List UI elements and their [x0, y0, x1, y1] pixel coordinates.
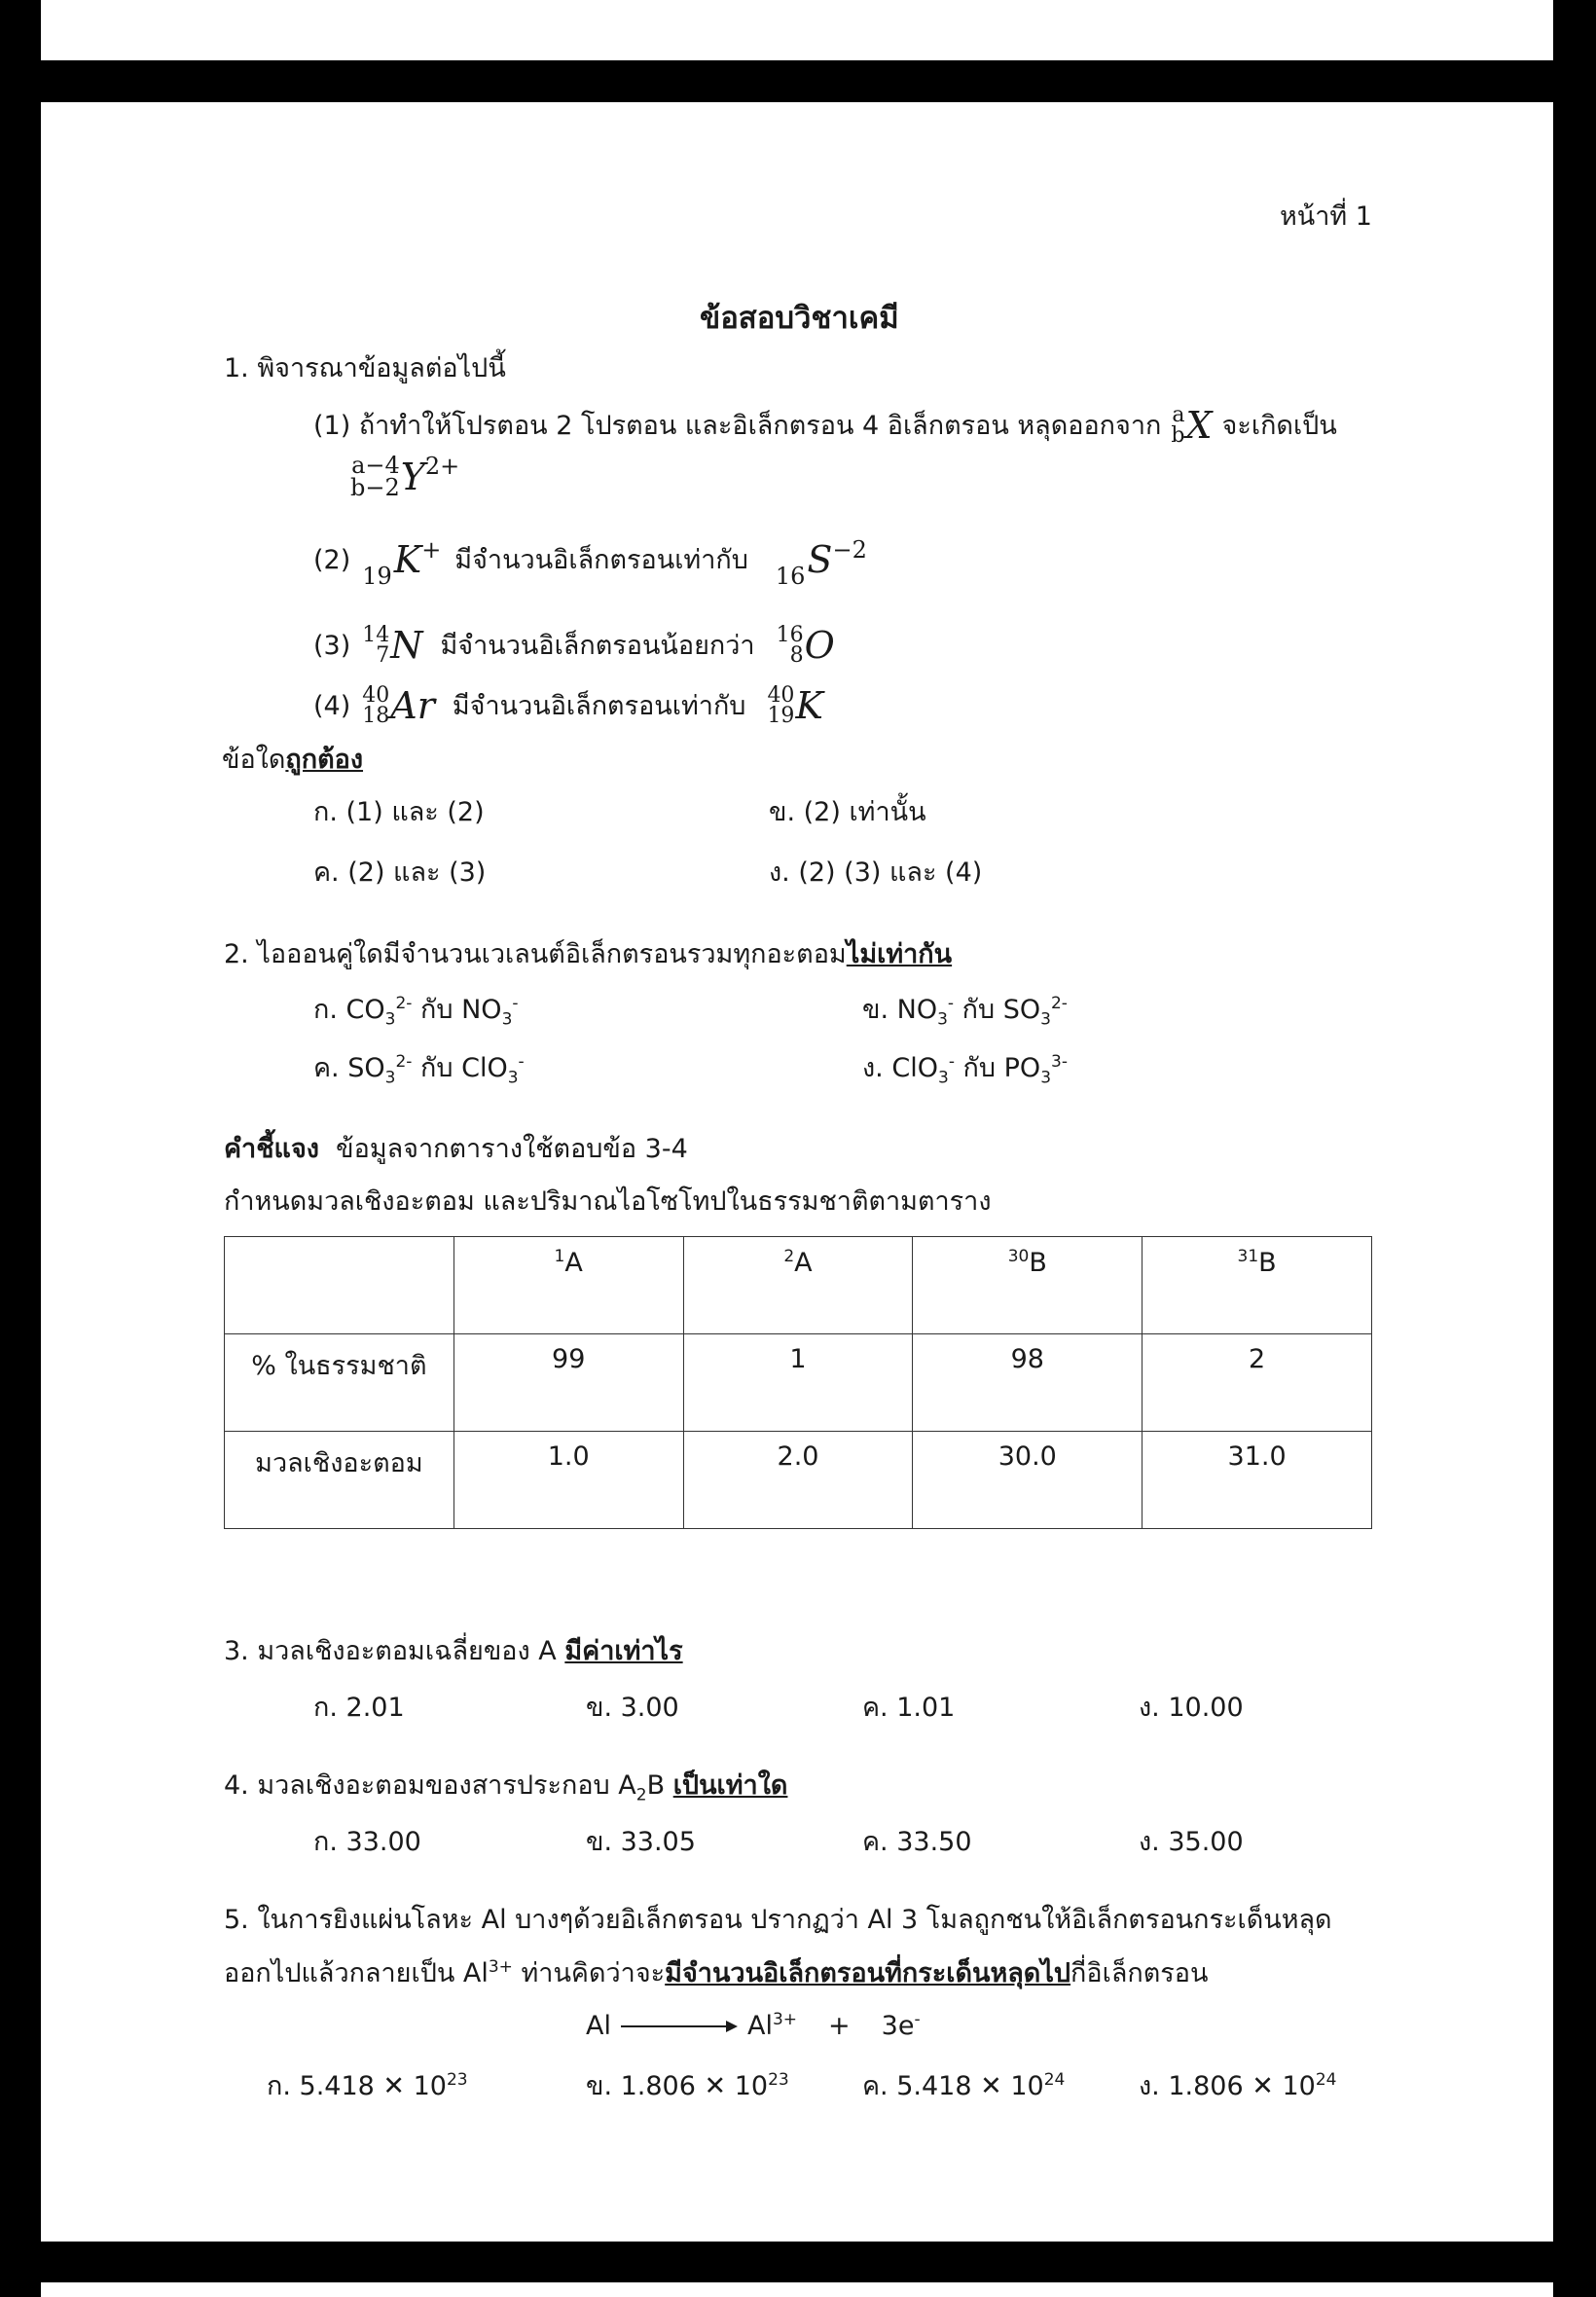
q2-a-ion2: NO	[461, 995, 502, 1025]
q5-a-coefficient: ก. 5.418	[267, 2071, 375, 2101]
q5-line-1: 5. ในการยิงแผ่นโลหะ Al บางๆด้วยอิเล็กตรอน ปรากฏว่า Al 3 โมลถูกชนให้อิเล็กตรอนกระเด็นหลุด	[224, 1905, 1332, 1935]
q1-stem: 1. พิจารณาข้อมูลต่อไปนี้	[224, 353, 506, 383]
q2-d-ion2: PO	[1003, 1053, 1041, 1083]
q2-a-ion1-charge: 2-	[395, 994, 413, 1013]
q2-b-ion1-charge: -	[947, 994, 955, 1013]
q5-choice-b[interactable]	[586, 2070, 789, 2102]
q1-statement-1	[313, 404, 1337, 449]
header-symbol: A	[564, 1248, 583, 1278]
q1-s2-a-number: 19	[362, 562, 392, 590]
times-icon: ✕	[980, 2071, 1002, 2101]
header-mass: 2	[783, 1247, 795, 1266]
q3-stem-text: 3. มวลเชิงอะตอมเฉลี่ยของ A	[224, 1636, 557, 1666]
q1-s4-a-symbol: Ar	[390, 684, 435, 727]
next-page-edge	[41, 2282, 1553, 2297]
q2-choice-c[interactable]	[313, 1052, 525, 1088]
instructions	[224, 1134, 688, 1165]
eq-electrons: 3e	[881, 2011, 915, 2041]
table-cell: 1	[683, 1334, 913, 1432]
q2-choice-a[interactable]	[313, 994, 519, 1030]
q5-choice-c[interactable]	[862, 2070, 1065, 2102]
q2-a-ion1: CO	[345, 995, 385, 1025]
q3-stem-emphasis: มีค่าเท่าไร	[564, 1636, 683, 1666]
q2-d-ion1-sub: 3	[937, 1068, 949, 1088]
q1-s2-text: มีจำนวนอิเล็กตรอนเท่ากับ	[454, 544, 748, 575]
q1-statement-3	[313, 624, 835, 669]
table-cell: 99	[453, 1334, 683, 1432]
q2-d-pair-word: กับ	[962, 1053, 997, 1083]
q2-c-pair-word: กับ	[420, 1053, 453, 1083]
q1-choice-b[interactable]: ข. (2) เท่านั้น	[769, 797, 926, 827]
q2-d-ion2-sub: 3	[1040, 1068, 1052, 1088]
q5-d-base: 10	[1282, 2071, 1316, 2101]
q1-s4-b-mass: 40	[767, 682, 795, 708]
q2-stem-emphasis: ไม่เท่ากัน	[846, 939, 953, 969]
q2-c-ion2-charge: -	[518, 1052, 525, 1072]
q4-choice-b[interactable]: ข. 33.05	[586, 1827, 696, 1857]
page-number: หน้าที่ 1	[1280, 201, 1372, 232]
table-row-label: % ในธรรมชาติ	[225, 1334, 454, 1432]
table-row-abundance	[225, 1334, 1372, 1432]
q2-d-ion1: ClO	[891, 1053, 938, 1083]
q2-a-label: ก.	[313, 995, 338, 1025]
q5-choice-a[interactable]	[267, 2070, 468, 2102]
q5-line2-charge: 3+	[488, 1957, 513, 1977]
q1-s1-mass: a	[1172, 402, 1185, 427]
q1-s3-text: มีจำนวนอิเล็กตรอนน้อยกว่า	[440, 630, 755, 661]
exam-title: ข้อสอบวิชาเคมี	[700, 301, 899, 336]
q1-s2-b-number: 16	[775, 562, 806, 590]
q2-a-ion2-charge: -	[512, 994, 519, 1013]
eq-reactant: Al	[586, 2010, 611, 2041]
q1-s3-a-number: 7	[376, 642, 390, 668]
q5-line2-text: ออกไปแล้วกลายเป็น Al	[224, 1958, 489, 1988]
q3-choice-c[interactable]: ค. 1.01	[862, 1693, 956, 1723]
q4-choice-c[interactable]: ค. 33.50	[862, 1827, 972, 1857]
instructions-text: ข้อมูลจากตารางใช้ตอบข้อ 3-4	[336, 1134, 688, 1164]
header-symbol: B	[1258, 1248, 1277, 1278]
instructions-subtext: กำหนดมวลเชิงอะตอม และปริมาณไอโซโทปในธรรมชาติตามตาราง	[224, 1186, 992, 1217]
q5-line2-emphasis: มีจำนวนอิเล็กตรอนที่กระเด็นหลุดไป	[665, 1958, 1071, 1988]
q1-s1-prefix: (1) ถ้าทำให้โปรตอน 2 โปรตอน และอิเล็กตรอน 4 อิเล็กตรอน หลุดออกจาก	[313, 410, 1162, 441]
q2-c-ion1: SO	[347, 1053, 385, 1083]
q1-s1-atomic-number: b	[1171, 422, 1185, 448]
q3-choice-d[interactable]: ง. 10.00	[1139, 1693, 1244, 1723]
q1-s1-product-symbol: Y	[400, 455, 425, 498]
table-row-label: มวลเชิงอะตอม	[225, 1432, 454, 1529]
eq-product: Al	[746, 2011, 773, 2041]
q1-s1-product-mass: a−4	[351, 452, 400, 479]
eq-electron-charge: -	[914, 2010, 921, 2029]
q1-choice-d[interactable]: ง. (2) (3) และ (4)	[769, 857, 983, 888]
q4-choice-a[interactable]: ก. 33.00	[313, 1827, 421, 1857]
q1-ask-prefix: ข้อใด	[222, 745, 286, 775]
table-cell: 2	[1143, 1334, 1372, 1432]
q5-a-base: 10	[413, 2071, 447, 2101]
header-mass: 31	[1237, 1247, 1259, 1266]
q2-b-ion1: NO	[896, 995, 938, 1025]
table-header-cell	[1143, 1237, 1372, 1334]
q4-stem-text-b: B	[646, 1770, 666, 1801]
exam-page	[41, 102, 1553, 2242]
q1-s3-b-symbol: O	[804, 624, 835, 667]
header-symbol: B	[1029, 1248, 1047, 1278]
q1-s2-label: (2)	[313, 544, 351, 575]
eq-plus: +	[828, 2010, 851, 2041]
table-cell: 1.0	[453, 1432, 683, 1529]
q2-d-ion1-charge: -	[948, 1052, 955, 1072]
q5-choice-d[interactable]	[1139, 2070, 1336, 2102]
q2-b-label: ข.	[862, 995, 889, 1025]
q1-s4-a-mass: 40	[362, 682, 390, 708]
q4-stem	[224, 1770, 787, 1805]
header-mass: 1	[554, 1247, 565, 1266]
q1-s3-a-symbol: N	[390, 624, 423, 667]
previous-page-edge	[41, 0, 1553, 60]
q5-line2-text-c: กี่อิเล็กตรอน	[1070, 1958, 1209, 1988]
header-mass: 30	[1007, 1247, 1030, 1266]
q2-c-ion2: ClO	[461, 1053, 508, 1083]
q5-c-base: 10	[1010, 2071, 1044, 2101]
table-cell: 31.0	[1143, 1432, 1372, 1529]
q4-stem-text: 4. มวลเชิงอะตอมของสารประกอบ A	[224, 1770, 636, 1801]
q1-s4-label: (4)	[313, 690, 351, 721]
q1-ask-emphasis: ถูกต้อง	[285, 745, 364, 775]
q2-d-ion2-charge: 3-	[1051, 1052, 1068, 1072]
q2-b-ion2: SO	[1002, 995, 1041, 1025]
table-cell: 2.0	[683, 1432, 913, 1529]
q1-s1-product-charge: 2+	[424, 453, 460, 480]
table-header-cell	[453, 1237, 683, 1334]
q4-choice-d[interactable]: ง. 35.00	[1139, 1827, 1244, 1857]
q2-c-label: ค.	[313, 1053, 340, 1083]
table-header-row	[225, 1237, 1372, 1334]
times-icon: ✕	[382, 2071, 406, 2101]
table-header-cell	[683, 1237, 913, 1334]
q2-b-ion1-sub: 3	[937, 1009, 948, 1030]
q1-ask	[222, 745, 363, 776]
q1-s1-product	[350, 452, 460, 501]
q5-c-exponent: 24	[1043, 2070, 1066, 2090]
q1-s4-a-number: 18	[362, 703, 390, 728]
q5-line-2	[224, 1957, 1208, 1989]
q5-equation	[586, 2010, 921, 2042]
q5-b-exponent: 23	[768, 2070, 789, 2090]
q2-c-ion2-sub: 3	[507, 1068, 519, 1088]
eq-product-charge: 3+	[772, 2010, 798, 2029]
q1-statement-4	[313, 684, 823, 729]
table-row-atomic-mass	[225, 1432, 1372, 1529]
q2-c-ion1-charge: 2-	[395, 1052, 413, 1072]
q2-b-ion2-sub: 3	[1040, 1009, 1051, 1030]
q4-stem-subscript: 2	[635, 1785, 647, 1805]
q1-s3-b-number: 8	[789, 642, 804, 668]
q2-d-label: ง.	[862, 1053, 884, 1083]
q5-d-coefficient: ง. 1.806	[1139, 2071, 1244, 2101]
instructions-label: คำชี้แจง	[224, 1134, 319, 1164]
q1-s3-b-mass: 16	[776, 622, 804, 647]
q1-s2-a-symbol: K	[393, 538, 422, 581]
q4-stem-emphasis: เป็นเท่าใด	[672, 1770, 788, 1801]
table-corner-cell	[225, 1237, 454, 1334]
q1-s3-label: (3)	[313, 630, 351, 661]
q1-s1-isotope-x	[1171, 404, 1212, 449]
q2-a-ion2-sub: 3	[501, 1009, 513, 1030]
q2-stem	[224, 939, 952, 970]
table-header-cell	[913, 1237, 1143, 1334]
q1-s2-a-charge: +	[421, 536, 442, 564]
q2-choice-b[interactable]	[862, 994, 1068, 1030]
q1-statement-2	[313, 536, 867, 590]
q1-s4-text: มีจำนวนอิเล็กตรอนเท่ากับ	[452, 690, 746, 721]
q1-s1-product-number: b−2	[350, 473, 400, 501]
q1-s1-symbol: X	[1185, 404, 1213, 447]
q2-c-ion1-sub: 3	[384, 1068, 396, 1088]
q1-choice-c[interactable]: ค. (2) และ (3)	[313, 857, 487, 888]
q1-s3-a-mass: 14	[362, 622, 390, 647]
q3-choice-a[interactable]: ก. 2.01	[313, 1693, 405, 1723]
table-cell: 98	[913, 1334, 1143, 1432]
q5-b-coefficient: ข. 1.806	[586, 2071, 696, 2101]
reaction-arrow-icon	[621, 2020, 738, 2033]
isotope-table	[224, 1236, 1372, 1529]
q1-s4-b-number: 19	[767, 703, 795, 728]
q3-stem	[224, 1636, 683, 1667]
q1-s2-b-charge: −2	[832, 536, 867, 564]
q5-a-exponent: 23	[446, 2070, 468, 2090]
q2-a-ion1-sub: 3	[384, 1009, 396, 1030]
q2-choice-d[interactable]	[862, 1052, 1068, 1088]
q2-b-ion2-charge: 2-	[1050, 994, 1068, 1013]
header-symbol: A	[794, 1248, 813, 1278]
q1-s1-suffix: จะเกิดเป็น	[1221, 410, 1337, 441]
q2-a-pair-word: กับ	[420, 995, 453, 1025]
q5-b-base: 10	[734, 2071, 769, 2101]
q1-s2-b-symbol: S	[807, 538, 833, 581]
times-icon: ✕	[704, 2071, 727, 2101]
q1-s4-b-symbol: K	[795, 684, 823, 727]
q5-d-exponent: 24	[1315, 2070, 1337, 2090]
q1-choice-a[interactable]: ก. (1) และ (2)	[313, 797, 485, 827]
q3-choice-b[interactable]: ข. 3.00	[586, 1693, 679, 1723]
q5-c-coefficient: ค. 5.418	[862, 2071, 972, 2101]
table-cell: 30.0	[913, 1432, 1143, 1529]
q2-b-pair-word: กับ	[961, 995, 996, 1025]
times-icon: ✕	[1251, 2071, 1274, 2101]
q5-line2-text-b: ท่านคิดว่าจะ	[512, 1958, 666, 1988]
q2-stem-text: 2. ไอออนคู่ใดมีจำนวนเวเลนต์อิเล็กตรอนรวมทุกอะตอม	[224, 939, 847, 969]
